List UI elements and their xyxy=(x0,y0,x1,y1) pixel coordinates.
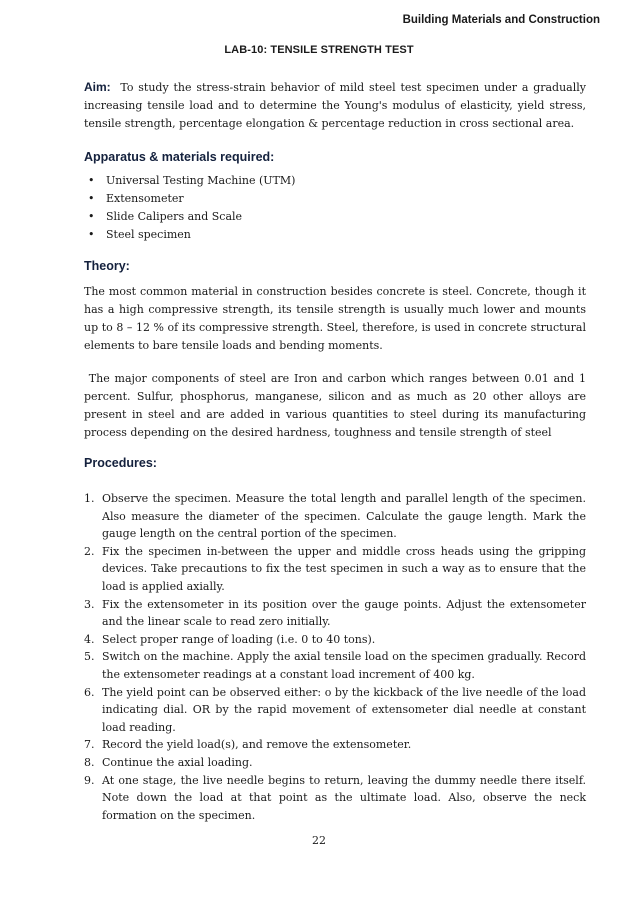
procedures-list xyxy=(84,490,586,824)
aim-text: To study the stress-strain behavior of mild steel test specimen under a gradually increasing tensile load and to determine the Young's modulus of elasticity, yield stress, tensile strength, percentage elongation & percentage reduction in cross sectional area. xyxy=(84,81,586,130)
procedures-section xyxy=(84,456,586,470)
list-item: 6. The yield point can be observed either: o by the kickback of the live needle of the load indicating dial. OR by the rapid movement of extensometer dial needle at constant load reading. xyxy=(84,685,586,734)
list-item: 7. Record the yield load(s), and remove the extensometer. xyxy=(84,738,412,752)
running-header: Building Materials and Construction xyxy=(402,14,600,26)
bullet-icon: • xyxy=(88,210,95,223)
bullet-icon: • xyxy=(88,228,95,241)
aim-label: Aim: xyxy=(84,80,111,94)
apparatus-list-container xyxy=(84,172,586,244)
list-item: • Universal Testing Machine (UTM) xyxy=(84,172,586,190)
page-number: 22 xyxy=(312,834,326,847)
list-item: 1. Observe the specimen. Measure the total length and parallel length of the specimen. Also measure the diameter of the specimen. Calculate the gauge length. Mark the gauge length on the central portion of the specimen. xyxy=(84,492,586,541)
list-item: • Slide Calipers and Scale xyxy=(84,208,586,226)
apparatus-heading: Apparatus & materials required: xyxy=(84,150,275,164)
apparatus-section xyxy=(84,150,586,164)
theory-para-1-container xyxy=(84,283,586,355)
theory-section xyxy=(84,259,586,273)
theory-paragraph-1: The most common material in construction besides concrete is steel. Concrete, though it has a high compressive strength, its tensile strength is usually much lower and mounts up to 8 – 12 % of its compressive strength. Steel, therefore, is used in concrete structural elements to bare tensile loads and bending moments. xyxy=(84,285,586,352)
list-item: • Extensometer xyxy=(84,190,586,208)
list-item: 9. At one stage, the live needle begins to return, leaving the dummy needle there itself. Note down the load at that point as the ultimate load. Also, observe the neck formation on the specimen. xyxy=(84,773,586,822)
aim-paragraph xyxy=(84,78,586,133)
bullet-icon: • xyxy=(88,174,95,187)
bullet-icon: • xyxy=(88,192,95,205)
apparatus-list xyxy=(84,172,586,244)
list-item: • Steel specimen xyxy=(84,226,586,244)
procedures-list-container xyxy=(84,490,586,824)
theory-paragraph-2: The major components of steel are Iron and carbon which ranges between 0.01 and 1 percent. Sulfur, phosphorus, manganese, silicon and as much as 20 other alloys are present in steel and are added in various quantities to steel during its manufacturing process depending on the desired hardness, toughness and tensile strength of steel xyxy=(84,372,590,439)
theory-para-2-container xyxy=(84,370,590,442)
list-item: 4. Select proper range of loading (i.e. 0 to 40 tons). xyxy=(84,632,376,646)
procedures-heading: Procedures: xyxy=(84,456,157,470)
lab-title: LAB-10: TENSILE STRENGTH TEST xyxy=(224,44,414,56)
list-item: 3. Fix the extensometer in its position over the gauge points. Adjust the extensometer and the linear scale to read zero initially. xyxy=(84,597,586,629)
list-item: 2. Fix the specimen in-between the upper and middle cross heads using the gripping devices. Take precautions to fix the test specimen in such a way as to ensure that the load is applied axially. xyxy=(84,544,586,593)
aim-section xyxy=(84,78,586,133)
list-item: 8. Continue the axial loading. xyxy=(84,755,253,769)
list-item: 5. Switch on the machine. Apply the axial tensile load on the specimen gradually. Record the extensometer readings at a constant load increment of 400 kg. xyxy=(84,650,586,681)
theory-heading: Theory: xyxy=(84,259,130,273)
